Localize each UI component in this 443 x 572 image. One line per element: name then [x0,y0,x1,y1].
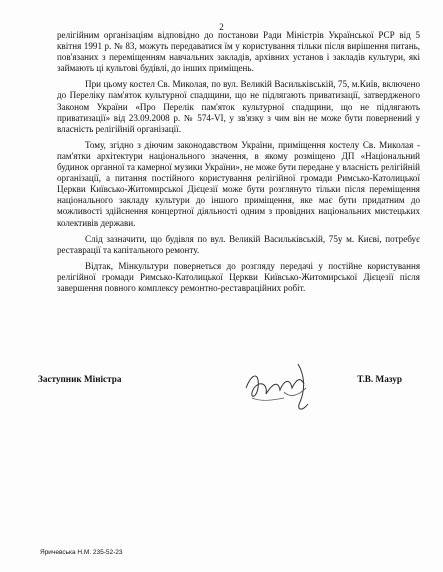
paragraph-5: Відтак, Мінкультури повернеться до розгляду передачі у постійне користування релігійної громади Римсько-Католицької Церкви Київсько-Житомирської Дієцезії після завершення повного комплексу ремонтно-реставраційних робіт. [57,260,420,293]
letter-body [57,30,420,299]
paragraph-4: Слід зазначити, що будівля по вул. Великій Васильківській, 75у м. Києві, потребує реставрації та капітального ремонту. [57,233,420,255]
paragraph-1: релігійним організаціям відповідно до постанови Ради Міністрів Української РСР від 5 квітня 1991 р. № 83, можуть передаватися їм у користування тільки після вирішення питань, пов'язаних з переміщенням навчальних закладів, архівних установ і закладів культури, які займають ці культові будівлі, до інших приміщень. [57,30,420,74]
signatory-name: Т.В. Мазур [357,374,402,384]
paragraph-3: Тому, згідно з діючим законодавством України, приміщення костелу Св. Миколая - пам'ятки архітектури національного значення, в якому розміщено ДП «Національний будинок органної та камерної музики України», не може бути передане у власність релігійній організації, а питання постійного користування релігійної громади Римсько-Католицької Церкви Київсько-Житомирської Дієцезії може бути розглянуто тільки після переміщення національного закладу культури до іншого приміщення, яке має бути придатним до можливості здійснення концертної діяльності одним з провідних національних мистецьких колективів держави. [57,139,420,228]
executor-note: Яричевська Н.М. 235-52-23 [40,549,123,556]
handwritten-signature [238,358,318,418]
page-number: 2 [219,22,224,32]
signature-block [38,374,420,414]
signatory-title: Заступник Міністра [38,374,122,384]
paragraph-2: При цьому костел Св. Миколая, по вул. Великій Васильківській, 75, м.Київ, включено до Переліку пам'яток культурної спадщини, що не підлягають приватизації, затвердженого Законом України «Про Перелік пам'яток культурної спадщини, що не підлягають приватизації» від 23.09.2008 р. № 574-VI, у зв'язку з чим він не може бути повернений у власність релігійній організації. [57,79,420,134]
